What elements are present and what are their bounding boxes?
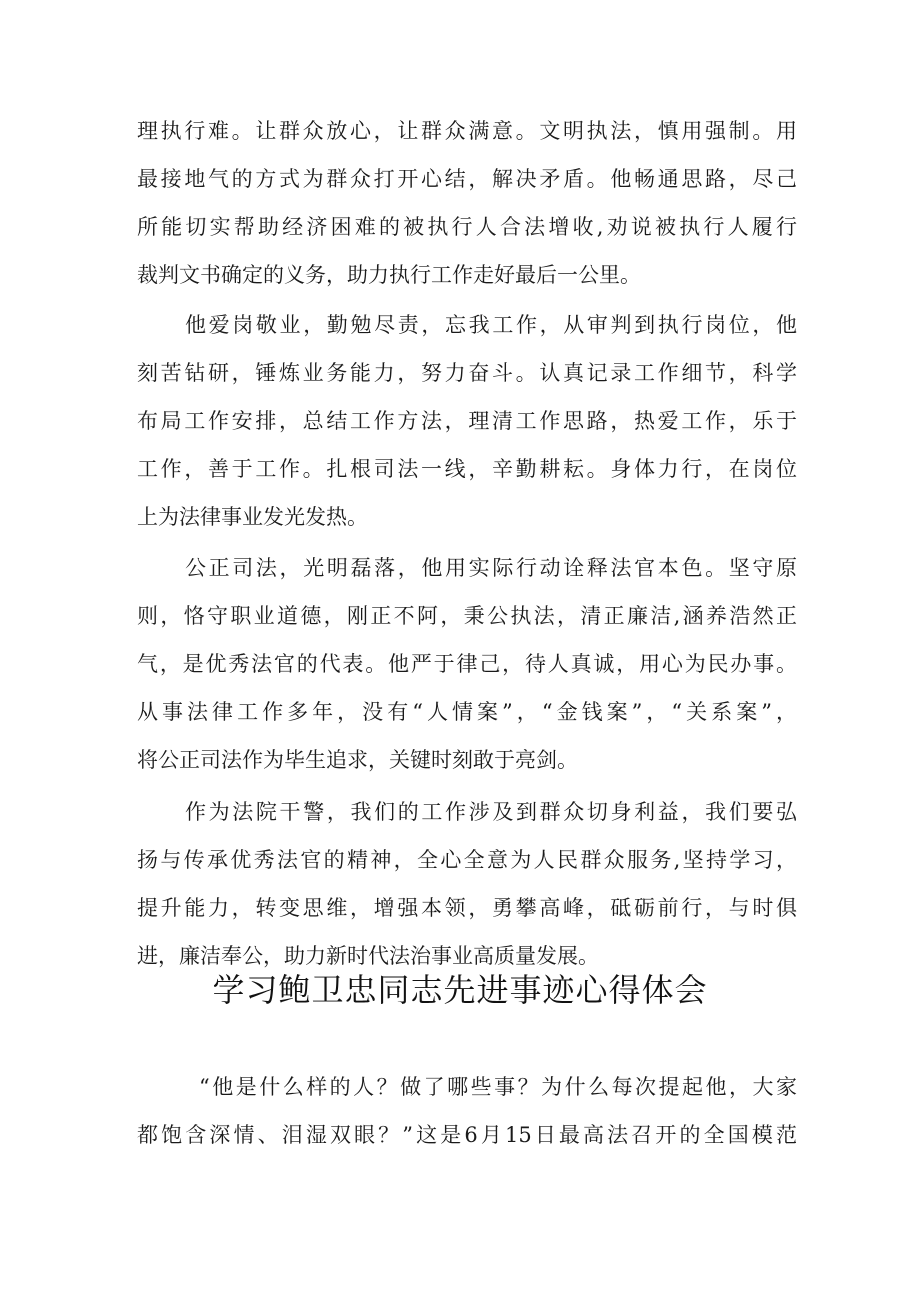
text-line: 进，廉洁奉公，助力新时代法治事业高质量发展。 <box>137 944 599 968</box>
text-line: 工作，善于工作。扎根司法一线，辛勤耕耘。身体力行，在岗位 <box>137 457 797 481</box>
text-line: 公正司法，光明磊落，他用实际行动诠释法官本色。坚守原 <box>185 556 797 580</box>
text-line: 所能切实帮助经济困难的被执行人合法增收,劝说被执行人履行 <box>137 215 797 239</box>
text-line: 最接地气的方式为群众打开心结，解决矛盾。他畅通思路，尽己 <box>137 167 797 191</box>
paragraph-court-staff <box>137 788 797 980</box>
text-line: 气，是优秀法官的代表。他严于律己，待人真诚，用心为民办事。 <box>137 652 797 676</box>
text-line: 则，恪守职业道德，刚正不阿，秉公执法，清正廉洁,涵养浩然正 <box>137 604 797 628</box>
paragraph-execution <box>137 107 797 299</box>
text-line: 上为法律事业发光发热。 <box>137 505 368 529</box>
text-line: 理执行难。让群众放心，让群众满意。文明执法，慎用强制。用 <box>137 119 797 143</box>
text-line: 他爱岗敬业，勤勉尽责，忘我工作，从审判到执行岗位，他 <box>185 313 797 337</box>
text-line: 裁判文书确定的义务，助力执行工作走好最后一公里。 <box>137 263 641 287</box>
text-line: 都饱含深情、泪湿双眼？”这是6月15日最高法召开的全国模范 <box>137 1123 797 1147</box>
paragraph-dedication <box>137 301 797 541</box>
text-line: 布局工作安排，总结工作方法，理清工作思路，热爱工作，乐于 <box>137 409 797 433</box>
text-line: 提升能力，转变思维，增强本领，勇攀高峰，砥砺前行，与时俱 <box>137 896 797 920</box>
section-heading: 学习鲍卫忠同志先进事迹心得体会 <box>212 971 708 1009</box>
paragraph-justice <box>137 544 797 784</box>
text-line: 刻苦钻研，锤炼业务能力，努力奋斗。认真记录工作细节，科学 <box>137 361 797 385</box>
text-line: “他是什么样的人？做了哪些事？为什么每次提起他，大家 <box>199 1075 797 1099</box>
text-line: 作为法院干警，我们的工作涉及到群众切身利益，我们要弘 <box>185 800 797 824</box>
text-line: 从事法律工作多年，没有“人情案”，“金钱案”，“关系案”， <box>137 700 797 724</box>
text-line: 扬与传承优秀法官的精神，全心全意为人民群众服务,坚持学习， <box>137 848 797 872</box>
paragraph-intro-quote <box>137 1063 797 1159</box>
text-line: 将公正司法作为毕生追求，关键时刻敢于亮剑。 <box>137 748 578 772</box>
